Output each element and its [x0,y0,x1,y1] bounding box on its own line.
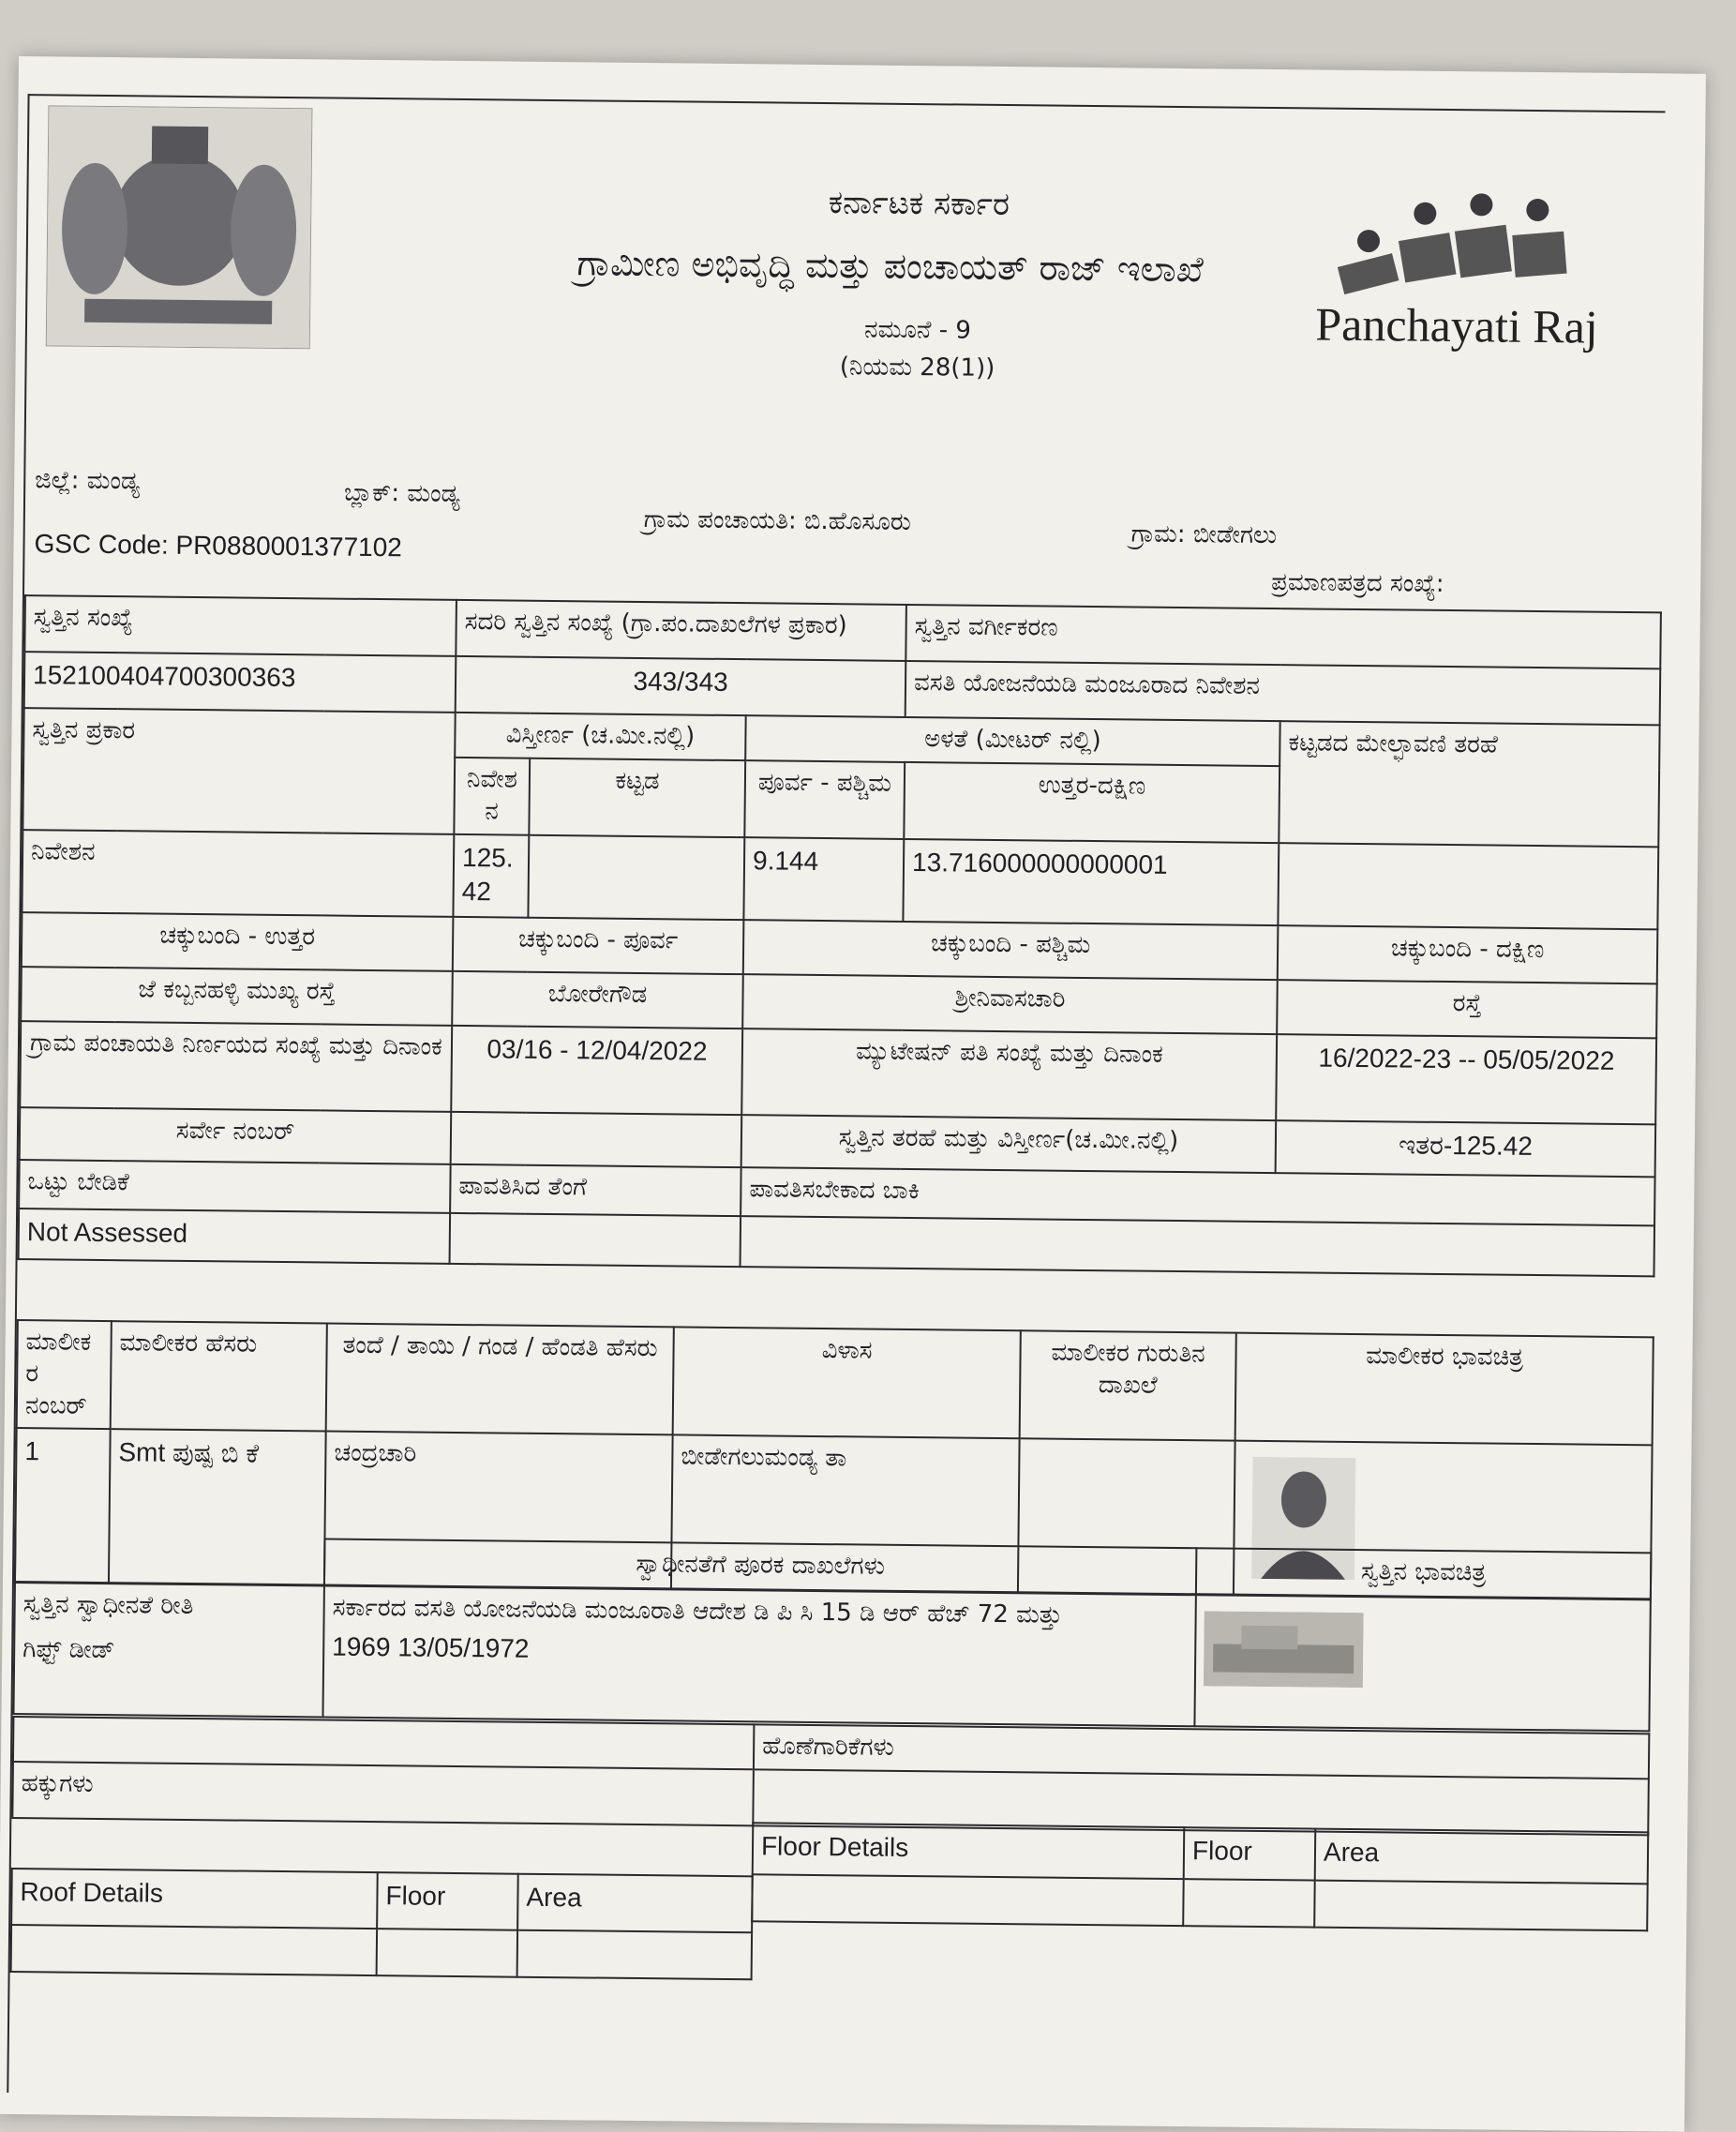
boundary-north-label: ಚಕ್ಕುಬಂದಿ - ಉತ್ತರ [22,912,454,971]
gp-property-number-label: ಸದರಿ ಸ್ವತ್ತಿನ ಸಂಖ್ಯೆ (ಗ್ರಾ.ಪಂ.ದಾಖಲೆಗಳ ಪ್ರಕಾರ) [456,600,906,661]
certificate-number: ಪ್ರಮಾಣಪತ್ರದ ಸಂಖ್ಯೆ: [1271,568,1444,598]
village: ಗ್ರಾಮ: ಬೀಡೇಗಲು [1130,519,1278,550]
boundary-south: ರಸ್ತೆ [1277,980,1657,1038]
possession-spacer [15,1536,325,1585]
roof-type [1278,843,1658,929]
block: ಬ್ಲಾಕ್: ಮಂಡ್ಯ [343,478,460,508]
dimension-label: ಅಳತೆ (ಮೀಟರ್ ನಲ್ಲಿ) [745,715,1280,766]
property-classification: ವಸತಿ ಯೋಜನೆಯಡಿ ಮಂಜೂರಾದ ನಿವೇಶನ [905,661,1661,725]
property-table [18,594,1662,1277]
roof-details-label: Roof Details [11,1869,378,1929]
karnataka-emblem-icon [46,105,313,349]
property-type: ನಿವೇಶನ [22,830,454,917]
gov-title: ಕರ್ನಾಟಕ ಸರ್ಕಾರ [828,184,1010,224]
form-9 [7,94,1665,2109]
area-label-right: Area [1315,1829,1649,1884]
gram-panchayat: ಗ್ರಾಮ ಪಂಚಾಯತಿ: ಬಿ.ಹೊಸೂರು [643,505,911,536]
floor-value-right [1183,1879,1315,1927]
property-photo [1194,1595,1650,1731]
floor-label-left: Floor [377,1872,518,1930]
site-area: 125.42 [453,834,529,918]
property-photo-label: ಸ್ವತ್ತಿನ ಭಾವಚಿತ್ರ [1196,1548,1651,1599]
gp-resolution: 03/16 - 12/04/2022 [451,1025,742,1114]
survey-number-label: ಸರ್ವೇ ನಂಬರ್ [20,1107,452,1164]
owner-number: 1 [15,1428,111,1583]
parent-name-label: ತಂದೆ / ತಾಯಿ / ಗಂಡ / ಹೆಂಡತಿ ಹೆಸರು [326,1324,674,1435]
property-type-label: ಸ್ವತ್ತಿನ ಪ್ರಕಾರ [22,708,455,833]
area-label: ವಿಸ್ತೀರ್ಣ (ಚ.ಮೀ.ನಲ್ಲಿ) [455,713,745,760]
property-number: 152100404700300363 [24,652,456,713]
type-area-label: ಸ್ವತ್ತಿನ ತರಹೆ ಮತ್ತು ವಿಸ್ತೀರ್ಣ(ಚ.ಮೀ.ನಲ್ಲಿ) [741,1115,1277,1173]
total-demand: Not Assessed [19,1209,451,1264]
owner-number-label: ಮಾಲೀಕರ ನಂಬರ್ [17,1320,112,1429]
rule-number: (ನಿಯಮ 28(1)) [839,353,995,383]
mutation: 16/2022-23 -- 05/05/2022 [1276,1034,1656,1124]
boundary-east-label: ಚಕ್ಕುಬಂದಿ - ಪೂರ್ವ [453,916,744,973]
acquisition-label-cell [13,1583,323,1717]
type-area: ಇತರ-125.42 [1276,1120,1656,1177]
total-demand-label: ಒಟ್ಟು ಬೇಡಿಕೆ [19,1160,451,1213]
floor-label-right: Floor [1184,1827,1316,1880]
floor-details-table [751,1822,1649,1931]
dept-title: ಗ್ರಾಮೀಣ ಅಭಿವೃದ್ಧಿ ಮತ್ತು ಪಂಚಾಯತ್ ರಾಜ್ ಇಲಾಖೆ [576,242,1205,291]
paid-amount [450,1212,741,1266]
building-area-label: ಕಟ್ಟಡ [529,758,745,837]
district: ಜಿಲ್ಲೆ: ಮಂಡ್ಯ [35,466,141,496]
owner-address: ಬೀಡೇಗಲುಮಂಡ್ಯ ತಾ [671,1435,1020,1593]
panchayati-raj-logo [1301,184,1612,393]
acquisition-type: ಗಿಫ್ಟ್ ಡೀಡ್ [22,1634,115,1664]
rights-table [11,1716,1650,1836]
floor-details-value [752,1874,1183,1926]
address-label: ವಿಳಾಸ [673,1327,1021,1438]
area-label-left: Area [517,1874,753,1933]
mutation-label: ಮ್ಯುಟೇಷನ್ ಪತಿ ಸಂಖ್ಯೆ ಮತ್ತು ದಿನಾಂಕ [741,1028,1277,1120]
due-amount [741,1216,1655,1276]
acquisition-label: ಸ್ವತ್ತಿನ ಸ್ವಾಧೀನತೆ ರೀತಿ [22,1590,194,1621]
boundary-west: ಶ್ರೀನಿವಾಸಚಾರಿ [742,974,1278,1034]
possession-table [12,1535,1652,1732]
roof-type-label: ಕಟ್ಟಡದ ಮೇಲ್ಛಾವಣಿ ತರಹೆ [1279,721,1659,847]
form-number: ನಮೂನೆ - 9 [863,315,972,345]
owner-id-label: ಮಾಲೀಕರ ಗುರುತಿನ ದಾಖಲೆ [1020,1330,1236,1441]
acquisition-line-2: 1969 13/05/1972 [332,1631,530,1663]
owner-name: Smt ಪುಷ್ಪ ಬಿ ಕೆ [109,1429,326,1584]
owner-name-label: ಮಾಲೀಕರ ಹೆಸರು [111,1321,327,1432]
east-west-label: ಪೂರ್ವ - ಪಶ್ಚಿಮ [744,760,905,838]
boundary-east: ಬೋರೇಗೌಡ [452,970,743,1028]
rights-spacer [13,1717,754,1769]
document-sheet [0,56,1706,2132]
east-west: 9.144 [743,837,904,922]
area-value-left [517,1930,753,1980]
property-photo-icon [1204,1611,1364,1688]
property-number-label: ಸ್ವತ್ತಿನ ಸಂಖ್ಯೆ [24,595,456,656]
gsc-code: GSC Code: PR0880001377102 [34,529,402,563]
people-icon [1302,184,1612,299]
boundary-south-label: ಚಕ್ಕುಬಂದಿ - ದಕ್ಷಿಣ [1278,925,1658,983]
roof-details-table [10,1868,754,1980]
property-classification-label: ಸ್ವತ್ತಿನ ವರ್ಗೀಕರಣ [905,605,1661,668]
building-area [528,834,744,919]
north-south: 13.716000000000001 [903,839,1279,925]
north-south-label: ಉತ್ತರ-ದಕ್ಷಿಣ [904,762,1280,843]
area-value-right [1314,1881,1648,1931]
floor-value-left [377,1929,518,1977]
supporting-docs-label: ಸ್ವಾಧೀನತೆಗೆ ಪೂರಕ ದಾಖಲೆಗಳು [324,1539,1196,1596]
boundary-north: ಜೆ ಕಬ್ಬನಹಳ್ಳಿ ಮುಖ್ಯ ರಸ್ತೆ [21,967,453,1026]
owner-photo-label: ಮಾಲೀಕರ ಭಾವಚಿತ್ರ [1235,1333,1654,1446]
paid-label: ಪಾವತಿಸಿದ ತೆಂಗೆ [450,1164,741,1215]
floor-details-label: Floor Details [753,1823,1185,1879]
survey-number [451,1111,742,1166]
due-label: ಪಾವತಿಸಬೇಕಾದ ಬಾಕಿ [741,1167,1655,1225]
gp-resolution-label: ಗ್ರಾಮ ಪಂಚಾಯತಿ ನಿರ್ಣಯದ ಸಂಖ್ಯೆ ಮತ್ತು ದಿನಾಂಕ [20,1021,452,1112]
parent-name: ಚಂದ್ರಚಾರಿ [324,1432,673,1589]
acquisition-line-1: ಸರ್ಕಾರದ ವಸತಿ ಯೋಜನೆಯಡಿ ಮಂಜೂರಾತಿ ಆದೇಶ ಡಿ ಪಿ ಸಿ 15 ಡಿ ಆರ್ ಹೆಚ್ 72 ಮತ್ತು [332,1593,1063,1629]
site-area-label: ನಿವೇಶನ [454,758,530,834]
acquisition-details [322,1586,1195,1727]
liabilities-label: ಹೊಣೆಗಾರಿಕೆಗಳು [754,1724,1649,1779]
gp-property-number: 343/343 [456,656,906,717]
boundary-west-label: ಚಕ್ಕುಬಂದಿ - ಪಶ್ಚಿಮ [743,920,1279,980]
rights-label: ಹಕ್ಕುಗಳು [12,1762,754,1825]
panchayati-raj-text: Panchayati Raj [1315,297,1599,353]
roof-details-value [11,1925,378,1975]
